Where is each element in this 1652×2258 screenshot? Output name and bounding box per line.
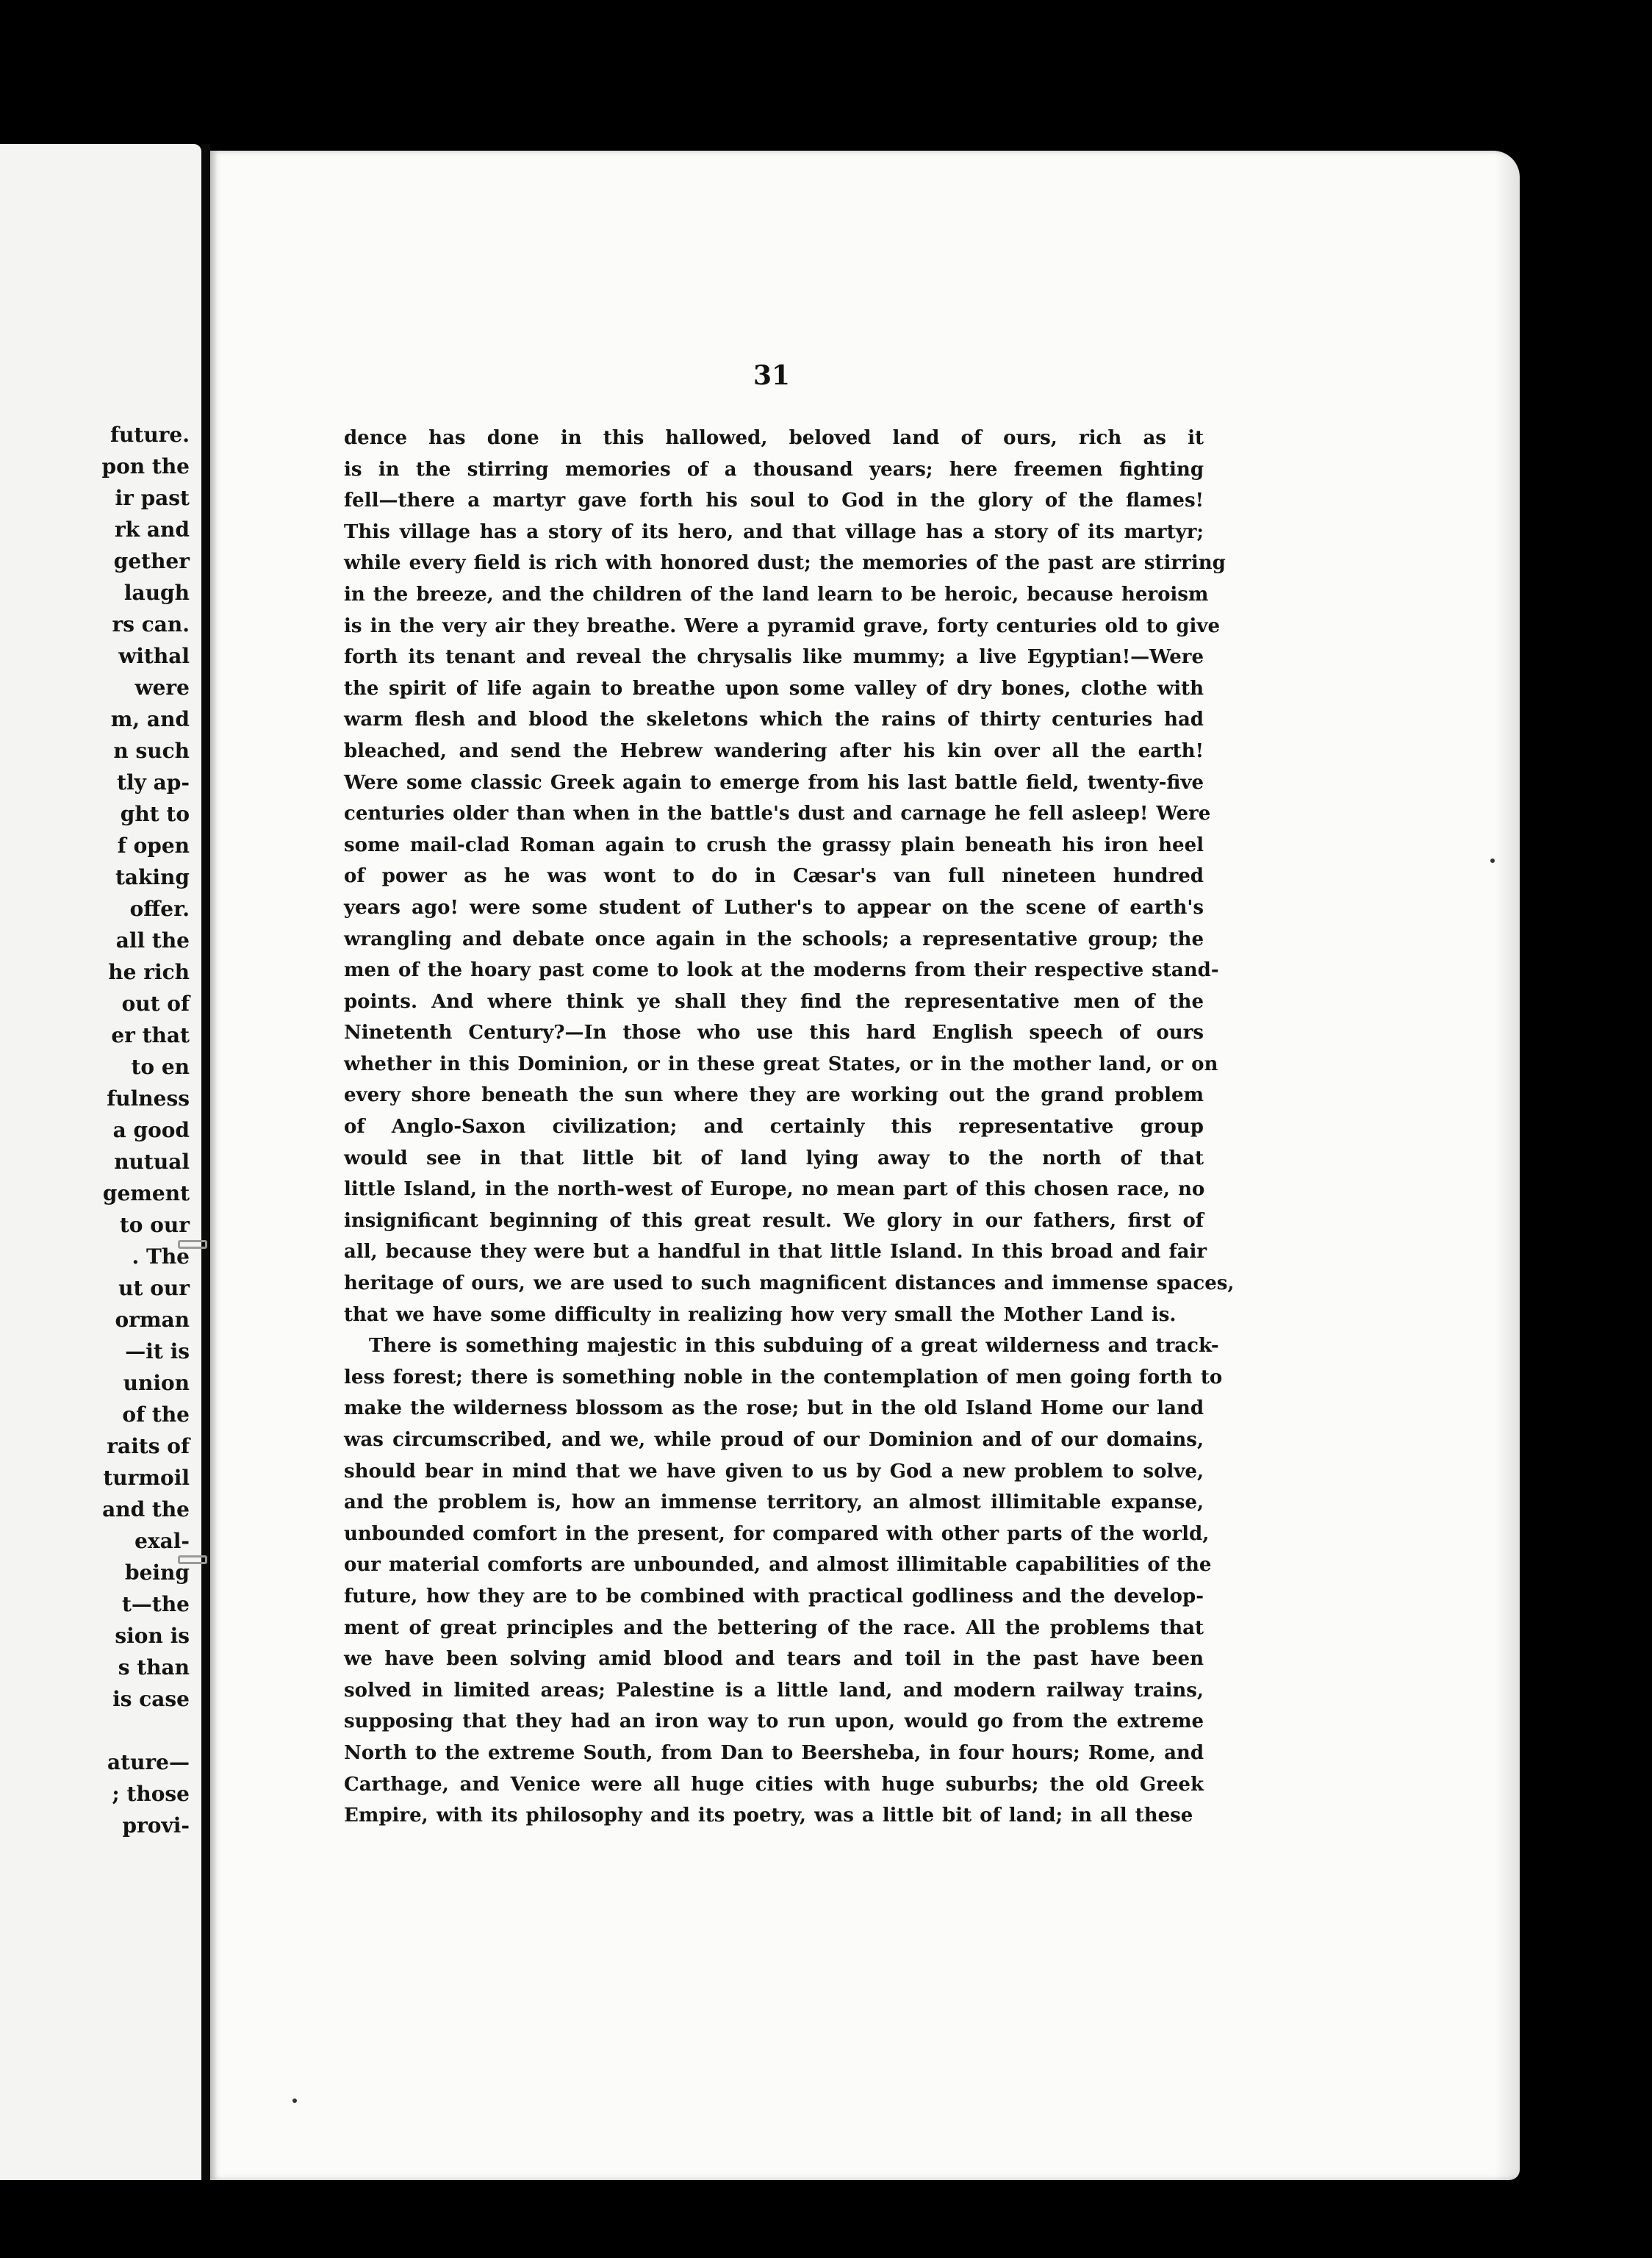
- page-number: 31: [753, 360, 791, 391]
- text-line: our material comforts are unbounded, and almost illimitable capabilities of the: [344, 1554, 1212, 1577]
- text-line: years ago! were some student of Luther's to appear on the scene of earth's: [344, 896, 1204, 919]
- text-line: supposing that they had an iron way to run upon, would go from the extreme: [344, 1710, 1204, 1733]
- left-page-line: taking: [115, 865, 190, 889]
- left-page-line: ght to: [120, 802, 190, 826]
- text-line: points. And where think ye shall they find the representative men of the: [344, 990, 1204, 1013]
- text-line: heritage of ours, we are used to such magnificent distances and immense spaces,: [344, 1272, 1235, 1295]
- left-page-line: turmoil: [103, 1466, 190, 1490]
- left-page-text-column: [0, 419, 190, 1841]
- text-line: forth its tenant and reveal the chrysalis like mummy; a live Egyptian!—Were: [344, 646, 1204, 669]
- left-page-line: laugh: [123, 581, 190, 605]
- book-gutter: [201, 144, 210, 2180]
- text-line: make the wilderness blossom as the rose; but in the old Island Home our land: [344, 1397, 1204, 1420]
- text-line: and the problem is, how an immense territory, an almost illimitable expanse,: [344, 1491, 1204, 1514]
- left-page-line: t—the: [121, 1592, 190, 1616]
- text-line: future, how they are to be combined with practical godliness and the develop-: [344, 1585, 1204, 1608]
- left-page-line: ature—: [107, 1750, 190, 1774]
- left-page-line: n such: [113, 739, 190, 763]
- left-page-line: rs can.: [112, 612, 190, 637]
- text-line: of power as he was wont to do in Cæsar's van full nineteen hundred: [344, 865, 1204, 888]
- left-page-line: ut our: [118, 1276, 190, 1300]
- left-page-line: of the: [122, 1402, 190, 1427]
- text-line: solved in limited areas; Palestine is a little land, and modern railway trains,: [344, 1679, 1204, 1702]
- left-page-line: offer.: [129, 897, 190, 921]
- left-page-line: exal-: [134, 1529, 190, 1553]
- text-line: wrangling and debate once again in the schools; a representative group; the: [344, 928, 1204, 950]
- left-page-line: orman: [115, 1308, 190, 1332]
- left-page-line: union: [123, 1371, 190, 1395]
- left-page-line: he rich: [108, 960, 190, 984]
- left-page-line: . The: [132, 1244, 190, 1269]
- facing-page-left: [0, 144, 201, 2180]
- text-line: centuries older than when in the battle's dust and carnage he fell asleep! Were: [344, 803, 1211, 825]
- left-page-line: to en: [131, 1055, 190, 1079]
- text-line: all, because they were but a handful in that little Island. In this broad and fair: [344, 1241, 1207, 1264]
- text-line: Were some classic Greek again to emerge from his last battle field, twenty-five: [344, 771, 1204, 794]
- text-line: men of the hoary past come to look at the moderns from their respective stand-: [344, 959, 1219, 982]
- left-page-line: out of: [121, 992, 190, 1016]
- text-line: little Island, in the north-west of Europe, no mean part of this chosen race, no: [344, 1178, 1205, 1201]
- page-body-text: [344, 423, 1235, 1832]
- page-edge-shadow: [1495, 151, 1520, 2180]
- text-line: unbounded comfort in the present, for compared with other parts of the world,: [344, 1522, 1210, 1545]
- left-page-line: [0, 1715, 190, 1746]
- text-line: This village has a story of its hero, and that village has a story of its martyr;: [344, 520, 1204, 543]
- text-line: every shore beneath the sun where they are working out the grand problem: [344, 1084, 1204, 1107]
- left-page-line: s than: [118, 1655, 190, 1680]
- text-line: is in the stirring memories of a thousand years; here freemen fighting: [344, 458, 1204, 481]
- left-page-line: f open: [117, 834, 190, 858]
- left-page-line: all the: [115, 928, 190, 953]
- left-page-line: raits of: [107, 1434, 190, 1458]
- left-page-line: future.: [109, 423, 190, 447]
- left-page-line: and the: [102, 1497, 190, 1522]
- text-line: Carthage, and Venice were all huge cities with huge suburbs; the old Greek: [344, 1773, 1204, 1796]
- text-line: warm flesh and blood the skeletons which the rains of thirty centuries had: [344, 709, 1204, 731]
- left-page-line: nutual: [114, 1150, 190, 1174]
- left-page-line: is case: [112, 1687, 190, 1711]
- left-page-line: —it is: [125, 1339, 190, 1363]
- text-line: was circumscribed, and we, while proud of our Dominion and of our domains,: [344, 1429, 1204, 1451]
- binding-clip-mark: [178, 1240, 207, 1249]
- text-line: ment of great principles and the bettering of the race. All the problems that: [344, 1616, 1204, 1639]
- text-line: would see in that little bit of land lying away to the north of that: [344, 1147, 1204, 1169]
- text-line: bleached, and send the Hebrew wandering after his kin over all the earth!: [344, 739, 1204, 762]
- left-page-line: gether: [113, 549, 190, 573]
- left-page-line: gement: [102, 1181, 190, 1205]
- left-page-line: a good: [112, 1118, 190, 1142]
- text-line: There is something majestic in this subduing of a great wilderness and track-: [369, 1335, 1219, 1358]
- left-page-line: tly ap-: [117, 770, 190, 795]
- left-page-line: ir past: [115, 486, 190, 510]
- text-line: North to the extreme South, from Dan to Beersheba, in four hours; Rome, and: [344, 1741, 1204, 1764]
- left-page-line: withal: [118, 644, 190, 668]
- text-line: should bear in mind that we have given to us by God a new problem to solve,: [344, 1460, 1204, 1483]
- text-line: fell—there a martyr gave forth his soul to God in the glory of the flames!: [344, 490, 1204, 512]
- speck-mark: [1490, 859, 1495, 863]
- text-line: the spirit of life again to breathe upon some valley of dry bones, clothe with: [344, 677, 1204, 700]
- left-page-line: rk and: [115, 517, 190, 542]
- speck-mark: [292, 2098, 297, 2103]
- text-line: dence has done in this hallowed, beloved land of ours, rich as it: [344, 427, 1204, 449]
- text-line: Ninetenth Century?—In those who use this hard English speech of ours: [344, 1022, 1204, 1044]
- left-page-line: being: [125, 1560, 190, 1585]
- text-line: whether in this Dominion, or in these great States, or in the mother land, or on: [344, 1053, 1218, 1075]
- text-line: is in the very air they breathe. Were a pyramid grave, forty centuries old to give: [344, 614, 1221, 637]
- left-page-line: provi-: [122, 1813, 190, 1838]
- left-page-line: were: [134, 675, 190, 700]
- text-line: while every field is rich with honored dust; the memories of the past are stirring: [344, 552, 1226, 575]
- text-line: insignificant beginning of this great result. We glory in our fathers, first of: [344, 1209, 1204, 1232]
- binding-clip-mark: [178, 1555, 207, 1564]
- left-page-line: m, and: [110, 707, 190, 731]
- text-line: Empire, with its philosophy and its poetry, was a little bit of land; in all these: [344, 1804, 1193, 1827]
- text-line: that we have some difficulty in realizing how very small the Mother Land is.: [344, 1303, 1177, 1326]
- text-line: of Anglo-Saxon civilization; and certainly this representative group: [344, 1116, 1204, 1139]
- left-page-line: sion is: [115, 1624, 190, 1648]
- text-line: we have been solving amid blood and tears and toil in the past have been: [344, 1648, 1204, 1671]
- left-page-line: to our: [119, 1213, 190, 1237]
- text-line: less forest; there is something noble in the contemplation of men going forth to: [344, 1366, 1223, 1388]
- left-page-line: er that: [111, 1023, 190, 1047]
- text-line: some mail-clad Roman again to crush the grassy plain beneath his iron heel: [344, 834, 1204, 856]
- left-page-line: fulness: [107, 1086, 190, 1111]
- left-page-line: ; those: [112, 1782, 190, 1806]
- text-line: in the breeze, and the children of the land learn to be heroic, because heroism: [344, 583, 1209, 606]
- left-page-line: pon the: [101, 454, 190, 479]
